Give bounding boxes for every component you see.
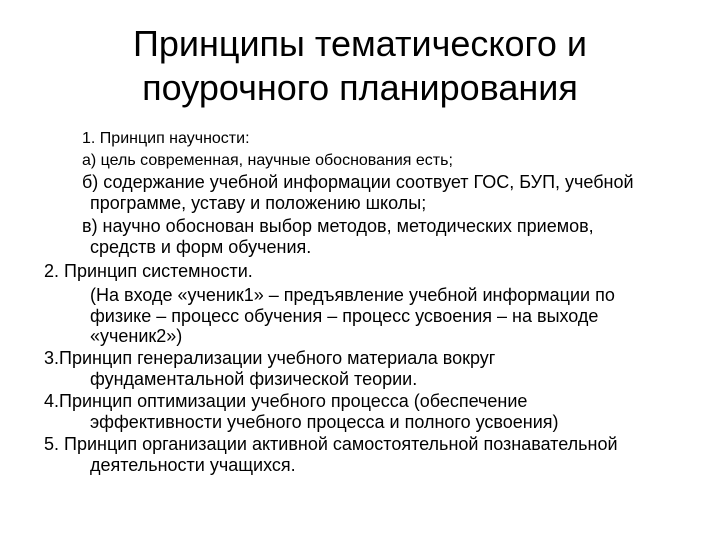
- principle-2-heading: 2. Принцип системности.: [44, 261, 253, 281]
- principle-4-line-2: эффективности учебного процесса и полного усвоения): [90, 412, 559, 432]
- title-line-1: Принципы тематического и: [132, 23, 588, 64]
- principle-5-line-1: 5. Принцип организации активной самостоятельной познавательной: [44, 434, 618, 454]
- principle-1-item-b-line-2: программе, уставу и положению школы;: [90, 193, 427, 213]
- principle-1-item-c-line-1: в) научно обоснован выбор методов, методических приемов,: [82, 216, 594, 236]
- slide-title: [60, 22, 660, 110]
- principle-2-text-line-2: физике – процесс обучения – процесс усвоения – на выходе: [90, 306, 599, 326]
- principle-3-line-2: фундаментальной физической теории.: [90, 369, 418, 389]
- principle-1-item-b-line-1: б) содержание учебной информации соотвует ГОС, БУП, учебной: [82, 172, 634, 192]
- principle-5-line-2: деятельности учащихся.: [90, 455, 296, 475]
- principle-2-text-line-3: «ученик2»): [90, 326, 183, 346]
- principle-3-line-1: 3.Принцип генерализации учебного материала вокруг: [44, 348, 496, 368]
- principle-2-text-line-1: (На входе «ученик1» – предъявление учебной информации по: [90, 285, 615, 305]
- principle-1-heading: 1. Принцип научности:: [82, 130, 250, 147]
- principle-1-item-c-line-2: средств и форм обучения.: [90, 237, 312, 257]
- title-line-2: поурочного планирования: [142, 67, 578, 108]
- principle-4-line-1: 4.Принцип оптимизации учебного процесса (обеспечение: [44, 391, 528, 411]
- principle-1-item-a: а) цель современная, научные обоснования есть;: [82, 152, 453, 169]
